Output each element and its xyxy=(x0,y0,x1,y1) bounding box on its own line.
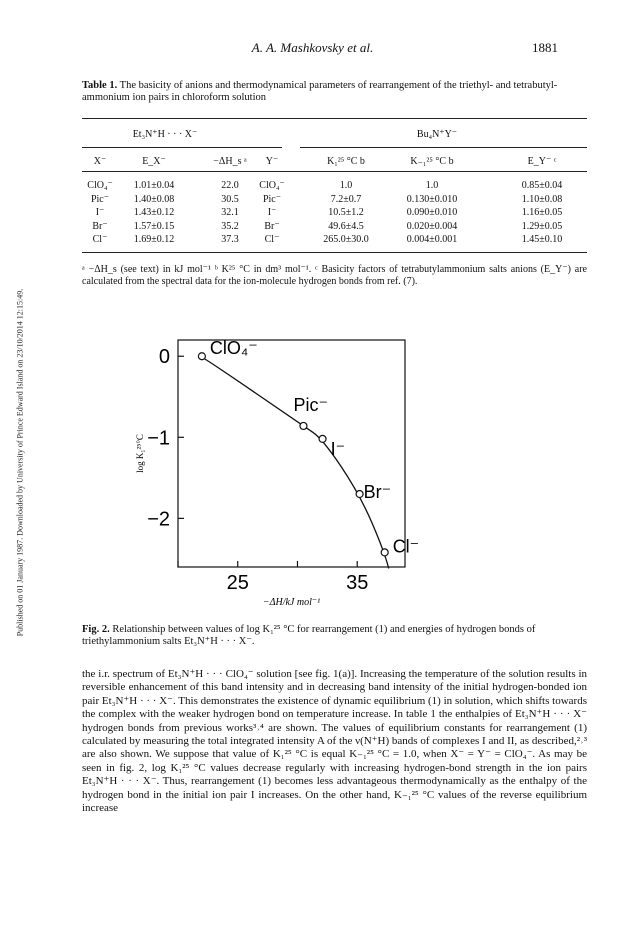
x-tick-label: 35 xyxy=(346,572,369,594)
table-cell: 1.29±0.05 xyxy=(521,220,563,232)
table-cell: 22.0 xyxy=(221,180,239,191)
table-cell: 1.69±0.12 xyxy=(133,234,175,245)
group-header-right: Bu₄N⁺Y⁻ xyxy=(416,129,458,140)
point-label: Br⁻ xyxy=(363,482,392,503)
table-cell: 1.45±0.10 xyxy=(521,234,563,245)
x-axis-label: −ΔH/kJ mol⁻¹ xyxy=(262,597,321,608)
y-tick-label: −1 xyxy=(147,427,170,450)
table-cell: 1.40±0.08 xyxy=(133,193,175,205)
data-points xyxy=(198,338,419,556)
trend-line xyxy=(200,356,389,568)
table-cell: 0.004±0.001 xyxy=(406,234,458,245)
table-cell: 1.0 xyxy=(339,180,353,191)
table-cell: 1.10±0.08 xyxy=(521,193,563,205)
table-cell: 35.2 xyxy=(221,220,239,232)
table-cell: 7.2±0.7 xyxy=(330,193,362,205)
page-number: 1881 xyxy=(532,40,558,55)
table-cell: ClO₄⁻ xyxy=(87,180,113,191)
body-paragraph: the i.r. spectrum of Et₃N⁺H · · · ClO₄⁻ solution [see fig. 1(a)]. Increasing the temperature of the solution results in reversible enhancement of this band intensity and in decreasing band intensity of the initial hydrogen-bonded ion pair Et₃N⁺H · · · X⁻. This demonstrates the existence of dynamic equilibrium (1) in solution, which shifts towards the complex with the weaker hydrogen bond on temperature increase. In table 1 the enthalpies of Et₃N⁺H · · · X⁻ hydrogen bonds from previous works³˒⁴ are shown. The values of equilibrium constants for rearrangement (1) calculated by measuring the total integrated intensity A of the ν(N⁺H) bands of complexes I and II, as described,²˒³ are also shown. We suppose that value of K₁²⁵ °C is equal K₋₁²⁵ °C = 1.0, when X⁻ = Y⁻ = ClO₄⁻. As may be seen in fig. 2, log K₁²⁵ °C values decrease regularly with increasing hydrogen-bond strength in the ion pairs Et₃N⁺H · · · X⁻. Thus, rearrangement (1) becomes less advantageous thermodynamically as the enthalpy of the hydrogen bond in the initial ion pair I increases. On the other hand, K₋₁²⁵ °C values of the reverse equilibrium increase xyxy=(82,668,587,815)
data-point xyxy=(381,549,388,556)
column-header: E_X⁻ xyxy=(142,156,166,167)
point-label: Cl⁻ xyxy=(392,536,420,557)
y-tick-label: 0 xyxy=(158,346,170,369)
figure-caption-text: Relationship between values of log K₁²⁵ °C for rearrangement (1) and energies of hydrogen bonds of triethylammonium salts Et₃N⁺H · · · X⁻. xyxy=(82,624,536,647)
column-header: K₋₁²⁵ °C b xyxy=(410,156,454,167)
figure-caption xyxy=(82,624,587,648)
column-header: −ΔH_s ᵃ xyxy=(213,156,247,167)
table-cell: Pic⁻ xyxy=(262,193,282,205)
point-label: I⁻ xyxy=(330,438,346,459)
table-cell: Cl⁻ xyxy=(92,234,108,245)
data-point xyxy=(319,435,326,442)
data-point xyxy=(300,422,307,429)
column-header: X⁻ xyxy=(93,156,107,167)
table-cell: I⁻ xyxy=(95,207,105,218)
column-header: Y⁻ xyxy=(265,156,279,167)
table-cell: Pic⁻ xyxy=(90,193,110,205)
y-tick-label: −2 xyxy=(147,508,170,531)
plot-frame xyxy=(178,340,405,567)
table-cell: I⁻ xyxy=(267,207,277,218)
plot-axes xyxy=(135,340,405,608)
y-axis-label: log K₁²⁵°C xyxy=(135,434,145,473)
table-cell: 0.130±0.010 xyxy=(406,193,458,205)
table-cell: 1.57±0.15 xyxy=(133,220,175,232)
table-cell: Cl⁻ xyxy=(264,234,280,245)
table-cell: Br⁻ xyxy=(92,220,108,232)
point-label: Pic⁻ xyxy=(293,394,328,415)
running-header-author: A. A. Mashkovsky et al. xyxy=(251,40,374,55)
table-caption-text: The basicity of anions and thermodynamical parameters of rearrangement of the triethyl- and tetrabutyl-ammonium ion pairs in chloroform solution xyxy=(82,80,558,103)
data-point xyxy=(198,353,205,360)
table-cell: 1.16±0.05 xyxy=(521,207,563,218)
figure-caption-label: Fig. 2. xyxy=(82,624,110,635)
table-cell: 0.020±0.004 xyxy=(406,220,458,232)
table-cell: 1.43±0.12 xyxy=(133,207,175,218)
table-footnote: ᵃ −ΔH_s (see text) in kJ mol⁻¹ ᵇ K²⁵ °C in dm³ mol⁻¹. ᶜ Basicity factors of tetrabutylammonium salts anions (E_Y⁻) are calculated from the spectral data for the ion-molecule hydrogen bonds from ref. (7). xyxy=(82,264,587,287)
table-cell: 0.85±0.04 xyxy=(521,180,563,191)
column-header: E_Y⁻ ᶜ xyxy=(527,156,557,167)
table-cell: 265.0±30.0 xyxy=(323,234,369,245)
column-header: K₁²⁵ °C b xyxy=(327,156,365,167)
group-header-left: Et₃N⁺H · · · X⁻ xyxy=(132,129,198,140)
point-label: ClO₄⁻ xyxy=(209,338,258,359)
table-cell: 1.01±0.04 xyxy=(133,180,175,191)
trend-curve xyxy=(200,356,389,568)
table-caption-label: Table 1. xyxy=(82,80,118,91)
table-cell: 1.0 xyxy=(425,180,439,191)
table-cell: 32.1 xyxy=(221,207,239,218)
data-point xyxy=(356,491,363,498)
table-cell: 49.6±4.5 xyxy=(328,220,364,232)
table-cell: 0.090±0.010 xyxy=(406,207,458,218)
table-cell: 10.5±1.2 xyxy=(328,207,364,218)
table-cell: ClO₄⁻ xyxy=(259,180,285,191)
table-cell: 30.5 xyxy=(221,193,239,205)
download-notice: Published on 01 January 1987. Downloaded by University of Prince Edward Island on 23/10/2014 12:15:49. xyxy=(15,288,25,637)
x-tick-label: 25 xyxy=(226,572,249,594)
table-cell: 37.3 xyxy=(221,234,239,245)
table-cell: Br⁻ xyxy=(264,220,280,232)
